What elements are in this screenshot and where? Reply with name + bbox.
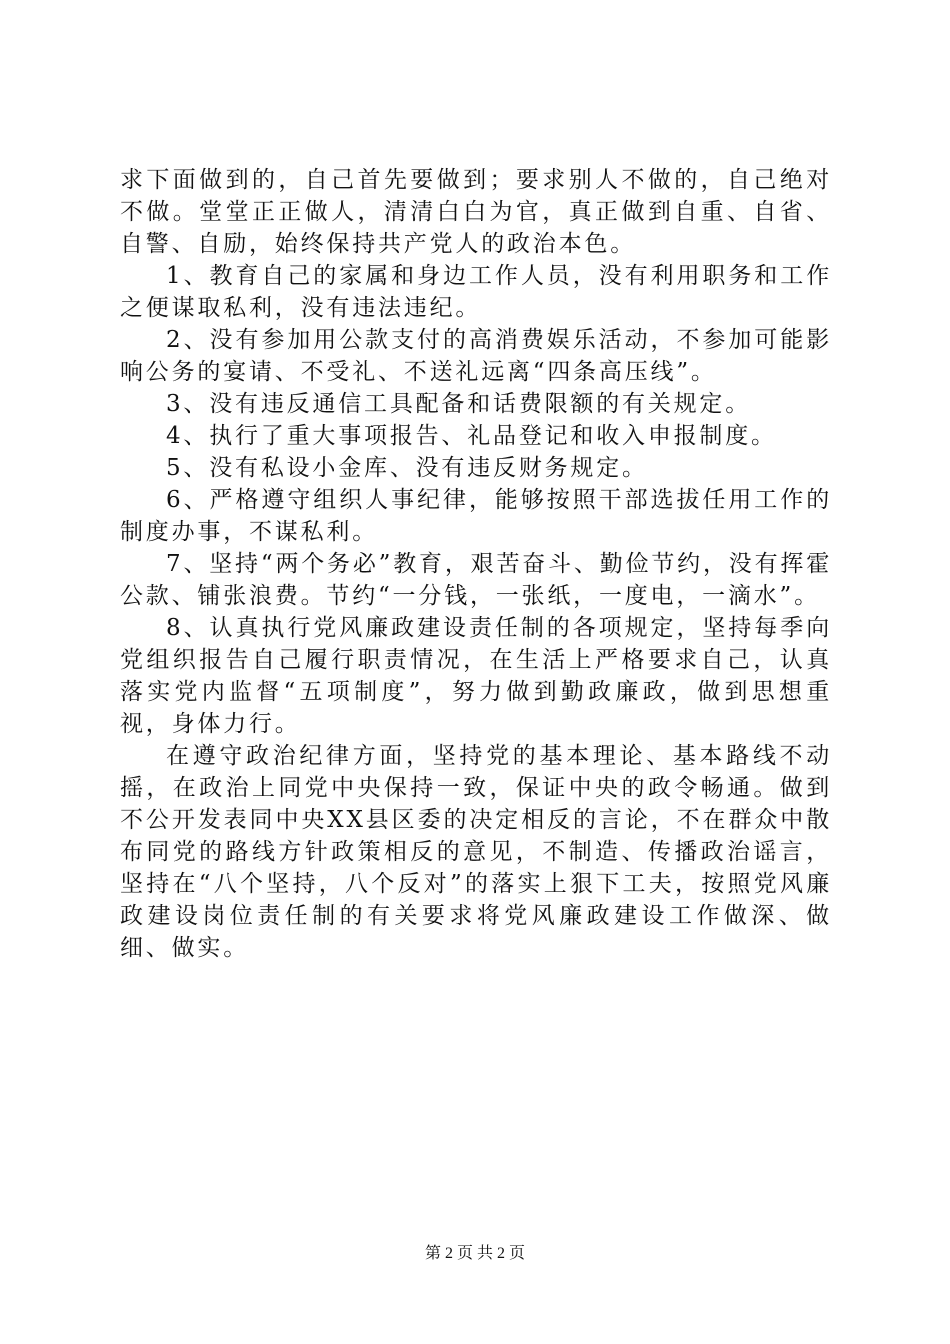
document-body [120,164,832,964]
paragraph-item-1: 1、教育自己的家属和身边工作人员，没有利用职务和工作之便谋取私利，没有违法违纪。 [120,263,832,321]
page-footer: 第 2 页 共 2 页 [424,1245,525,1262]
paragraph-item-5: 5、没有私设小金库、没有违反财务规定。 [166,455,648,481]
paragraph-item-7: 7、坚持“两个务必”教育，艰苦奋斗、勤俭节约，没有挥霍公款、铺张浪费。节约“一分钱，一张纸，一度电，一滴水”。 [120,551,832,609]
paragraph-continuation: 求下面做到的，自己首先要做到；要求别人不做的，自己绝对不做。堂堂正正做人，清清白白为官，真正做到自重、自省、自警、自励，始终保持共产党人的政治本色。 [120,167,832,257]
paragraph-political-discipline: 在遵守政治纪律方面，坚持党的基本理论、基本路线不动摇，在政治上同党中央保持一致，保证中央的政令畅通。做到不公开发表同中央XX县区委的决定相反的言论，不在群众中散布同党的路线方针政策相反的意见，不制造、传播政治谣言，坚持在“八个坚持，八个反对”的落实上狠下工夫，按照党风廉政建设岗位责任制的有关要求将党风廉政建设工作做深、做细、做实。 [120,743,832,961]
paragraph-item-2: 2、没有参加用公款支付的高消费娱乐活动，不参加可能影响公务的宴请、不受礼、不送礼远离“四条高压线”。 [120,327,832,385]
paragraph-item-4: 4、执行了重大事项报告、礼品登记和收入申报制度。 [166,423,777,449]
paragraph-item-6: 6、严格遵守组织人事纪律，能够按照干部选拔任用工作的制度办事，不谋私利。 [120,487,832,545]
paragraph-item-3: 3、没有违反通信工具配备和话费限额的有关规定。 [166,391,752,417]
paragraph-item-8: 8、认真执行党风廉政建设责任制的各项规定，坚持每季向党组织报告自己履行职责情况，在生活上严格要求自己，认真落实党内监督“五项制度”，努力做到勤政廉政，做到思想重视，身体力行。 [120,615,832,737]
